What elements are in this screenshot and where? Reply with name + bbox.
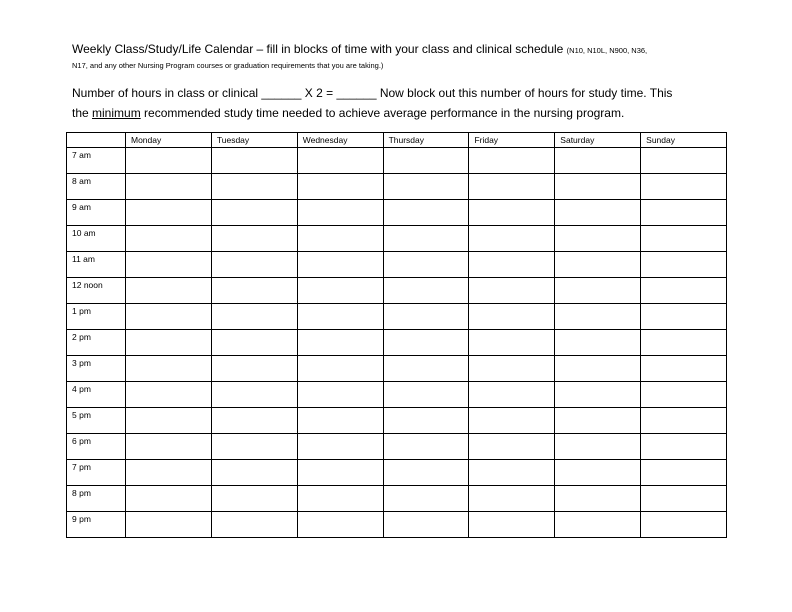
schedule-cell-tuesday[interactable]: [211, 148, 297, 174]
schedule-cell-monday[interactable]: [126, 278, 212, 304]
schedule-cell-tuesday[interactable]: [211, 434, 297, 460]
schedule-cell-friday[interactable]: [469, 252, 555, 278]
schedule-cell-friday[interactable]: [469, 200, 555, 226]
schedule-cell-monday[interactable]: [126, 512, 212, 538]
schedule-cell-wednesday[interactable]: [297, 252, 383, 278]
time-row: [67, 408, 727, 434]
schedule-cell-wednesday[interactable]: [297, 356, 383, 382]
time-row: [67, 278, 727, 304]
schedule-cell-tuesday[interactable]: [211, 382, 297, 408]
schedule-cell-tuesday[interactable]: [211, 174, 297, 200]
schedule-cell-wednesday[interactable]: [297, 148, 383, 174]
schedule-cell-tuesday[interactable]: [211, 330, 297, 356]
time-row: [67, 460, 727, 486]
schedule-cell-saturday[interactable]: [555, 486, 641, 512]
time-label: 6 pm: [67, 434, 126, 460]
instruction-text-a: the: [72, 106, 93, 120]
schedule-cell-saturday[interactable]: [555, 356, 641, 382]
schedule-cell-friday[interactable]: [469, 486, 555, 512]
schedule-cell-thursday[interactable]: [383, 460, 469, 486]
title-continuation: N17, and any other Nursing Program courses or graduation requirements that you are taking.): [72, 61, 384, 70]
schedule-cell-sunday[interactable]: [641, 148, 727, 174]
schedule-cell-wednesday[interactable]: [297, 200, 383, 226]
day-header-monday: Monday: [126, 133, 212, 148]
schedule-cell-sunday[interactable]: [641, 512, 727, 538]
schedule-cell-monday[interactable]: [126, 460, 212, 486]
instruction-line-1: Number of hours in class or clinical ______ X 2 = ______ Now block out this number of hours for study time. This: [72, 86, 673, 100]
schedule-cell-tuesday[interactable]: [211, 200, 297, 226]
schedule-cell-saturday[interactable]: [555, 382, 641, 408]
schedule-cell-wednesday[interactable]: [297, 226, 383, 252]
schedule-cell-tuesday[interactable]: [211, 512, 297, 538]
schedule-cell-thursday[interactable]: [383, 434, 469, 460]
schedule-cell-wednesday[interactable]: [297, 330, 383, 356]
time-row: [67, 434, 727, 460]
schedule-cell-thursday[interactable]: [383, 330, 469, 356]
schedule-cell-thursday[interactable]: [383, 200, 469, 226]
time-row: [67, 304, 727, 330]
schedule-cell-wednesday[interactable]: [297, 382, 383, 408]
schedule-cell-saturday[interactable]: [555, 200, 641, 226]
schedule-cell-monday[interactable]: [126, 174, 212, 200]
calendar-body: [67, 148, 727, 538]
schedule-cell-friday[interactable]: [469, 174, 555, 200]
schedule-cell-friday[interactable]: [469, 226, 555, 252]
schedule-cell-sunday[interactable]: [641, 408, 727, 434]
schedule-cell-tuesday[interactable]: [211, 252, 297, 278]
schedule-cell-friday[interactable]: [469, 304, 555, 330]
schedule-cell-monday[interactable]: [126, 330, 212, 356]
schedule-cell-sunday[interactable]: [641, 382, 727, 408]
time-label: 9 am: [67, 200, 126, 226]
time-row: [67, 330, 727, 356]
day-header-thursday: Thursday: [383, 133, 469, 148]
schedule-cell-sunday[interactable]: [641, 330, 727, 356]
schedule-cell-tuesday[interactable]: [211, 460, 297, 486]
schedule-cell-sunday[interactable]: [641, 278, 727, 304]
time-row: [67, 512, 727, 538]
schedule-cell-wednesday[interactable]: [297, 434, 383, 460]
schedule-cell-saturday[interactable]: [555, 304, 641, 330]
schedule-cell-thursday[interactable]: [383, 226, 469, 252]
schedule-cell-sunday[interactable]: [641, 356, 727, 382]
day-header-tuesday: Tuesday: [211, 133, 297, 148]
time-row: [67, 252, 727, 278]
schedule-cell-saturday[interactable]: [555, 148, 641, 174]
schedule-cell-monday[interactable]: [126, 252, 212, 278]
time-row: [67, 200, 727, 226]
schedule-cell-saturday[interactable]: [555, 512, 641, 538]
time-label: 1 pm: [67, 304, 126, 330]
schedule-cell-thursday[interactable]: [383, 486, 469, 512]
schedule-cell-monday[interactable]: [126, 148, 212, 174]
schedule-cell-saturday[interactable]: [555, 460, 641, 486]
schedule-cell-sunday[interactable]: [641, 460, 727, 486]
schedule-cell-friday[interactable]: [469, 356, 555, 382]
time-row: [67, 174, 727, 200]
schedule-cell-friday[interactable]: [469, 330, 555, 356]
corner-cell: [67, 133, 126, 148]
time-row: [67, 356, 727, 382]
schedule-cell-sunday[interactable]: [641, 304, 727, 330]
time-label: 2 pm: [67, 330, 126, 356]
time-label: 9 pm: [67, 512, 126, 538]
schedule-cell-saturday[interactable]: [555, 174, 641, 200]
schedule-cell-sunday[interactable]: [641, 434, 727, 460]
schedule-cell-thursday[interactable]: [383, 382, 469, 408]
weekly-calendar-grid: [66, 132, 727, 538]
schedule-cell-tuesday[interactable]: [211, 486, 297, 512]
schedule-cell-saturday[interactable]: [555, 278, 641, 304]
schedule-cell-wednesday[interactable]: [297, 278, 383, 304]
schedule-cell-sunday[interactable]: [641, 200, 727, 226]
schedule-cell-thursday[interactable]: [383, 356, 469, 382]
schedule-cell-saturday[interactable]: [555, 434, 641, 460]
schedule-cell-friday[interactable]: [469, 382, 555, 408]
time-label: 11 am: [67, 252, 126, 278]
page-title: [72, 42, 647, 56]
schedule-cell-wednesday[interactable]: [297, 408, 383, 434]
day-header-row: [67, 133, 727, 148]
schedule-cell-friday[interactable]: [469, 148, 555, 174]
time-label: 8 am: [67, 174, 126, 200]
schedule-cell-thursday[interactable]: [383, 148, 469, 174]
schedule-cell-wednesday[interactable]: [297, 460, 383, 486]
schedule-cell-monday[interactable]: [126, 382, 212, 408]
schedule-cell-sunday[interactable]: [641, 252, 727, 278]
schedule-cell-friday[interactable]: [469, 278, 555, 304]
title-course-list: (N10, N10L, N900, N36,: [566, 46, 648, 55]
schedule-cell-wednesday[interactable]: [297, 486, 383, 512]
schedule-cell-tuesday[interactable]: [211, 226, 297, 252]
schedule-cell-monday[interactable]: [126, 408, 212, 434]
schedule-cell-saturday[interactable]: [555, 330, 641, 356]
schedule-cell-friday[interactable]: [469, 460, 555, 486]
time-label: 10 am: [67, 226, 126, 252]
schedule-cell-saturday[interactable]: [555, 252, 641, 278]
time-row: [67, 226, 727, 252]
time-label: 7 pm: [67, 460, 126, 486]
time-label: 5 pm: [67, 408, 126, 434]
schedule-cell-sunday[interactable]: [641, 486, 727, 512]
schedule-cell-monday[interactable]: [126, 200, 212, 226]
schedule-cell-thursday[interactable]: [383, 512, 469, 538]
time-label: 8 pm: [67, 486, 126, 512]
instruction-text-b: recommended study time needed to achieve average performance in the nursing program.: [140, 106, 625, 120]
time-label: 12 noon: [67, 278, 126, 304]
schedule-cell-saturday[interactable]: [555, 226, 641, 252]
schedule-cell-monday[interactable]: [126, 226, 212, 252]
schedule-cell-wednesday[interactable]: [297, 304, 383, 330]
schedule-cell-sunday[interactable]: [641, 226, 727, 252]
time-row: [67, 148, 727, 174]
schedule-cell-friday[interactable]: [469, 434, 555, 460]
time-row: [67, 486, 727, 512]
day-header-friday: Friday: [469, 133, 555, 148]
schedule-cell-tuesday[interactable]: [211, 356, 297, 382]
instruction-emphasis: minimum: [92, 106, 141, 120]
day-header-sunday: Sunday: [641, 133, 727, 148]
time-row: [67, 382, 727, 408]
schedule-cell-monday[interactable]: [126, 356, 212, 382]
schedule-cell-wednesday[interactable]: [297, 512, 383, 538]
time-label: 3 pm: [67, 356, 126, 382]
schedule-cell-thursday[interactable]: [383, 252, 469, 278]
schedule-cell-tuesday[interactable]: [211, 304, 297, 330]
schedule-cell-friday[interactable]: [469, 408, 555, 434]
schedule-cell-tuesday[interactable]: [211, 408, 297, 434]
day-header-wednesday: Wednesday: [297, 133, 383, 148]
schedule-cell-thursday[interactable]: [383, 278, 469, 304]
schedule-cell-friday[interactable]: [469, 512, 555, 538]
day-header-saturday: Saturday: [555, 133, 641, 148]
instruction-line-2: [72, 106, 624, 120]
schedule-cell-monday[interactable]: [126, 304, 212, 330]
schedule-cell-thursday[interactable]: [383, 304, 469, 330]
time-label: 4 pm: [67, 382, 126, 408]
schedule-cell-thursday[interactable]: [383, 174, 469, 200]
schedule-cell-tuesday[interactable]: [211, 278, 297, 304]
schedule-cell-monday[interactable]: [126, 486, 212, 512]
schedule-cell-thursday[interactable]: [383, 408, 469, 434]
schedule-cell-monday[interactable]: [126, 434, 212, 460]
schedule-cell-saturday[interactable]: [555, 408, 641, 434]
schedule-cell-wednesday[interactable]: [297, 174, 383, 200]
title-main: Weekly Class/Study/Life Calendar – fill in blocks of time with your class and clinical schedule: [72, 42, 567, 56]
time-label: 7 am: [67, 148, 126, 174]
schedule-cell-sunday[interactable]: [641, 174, 727, 200]
